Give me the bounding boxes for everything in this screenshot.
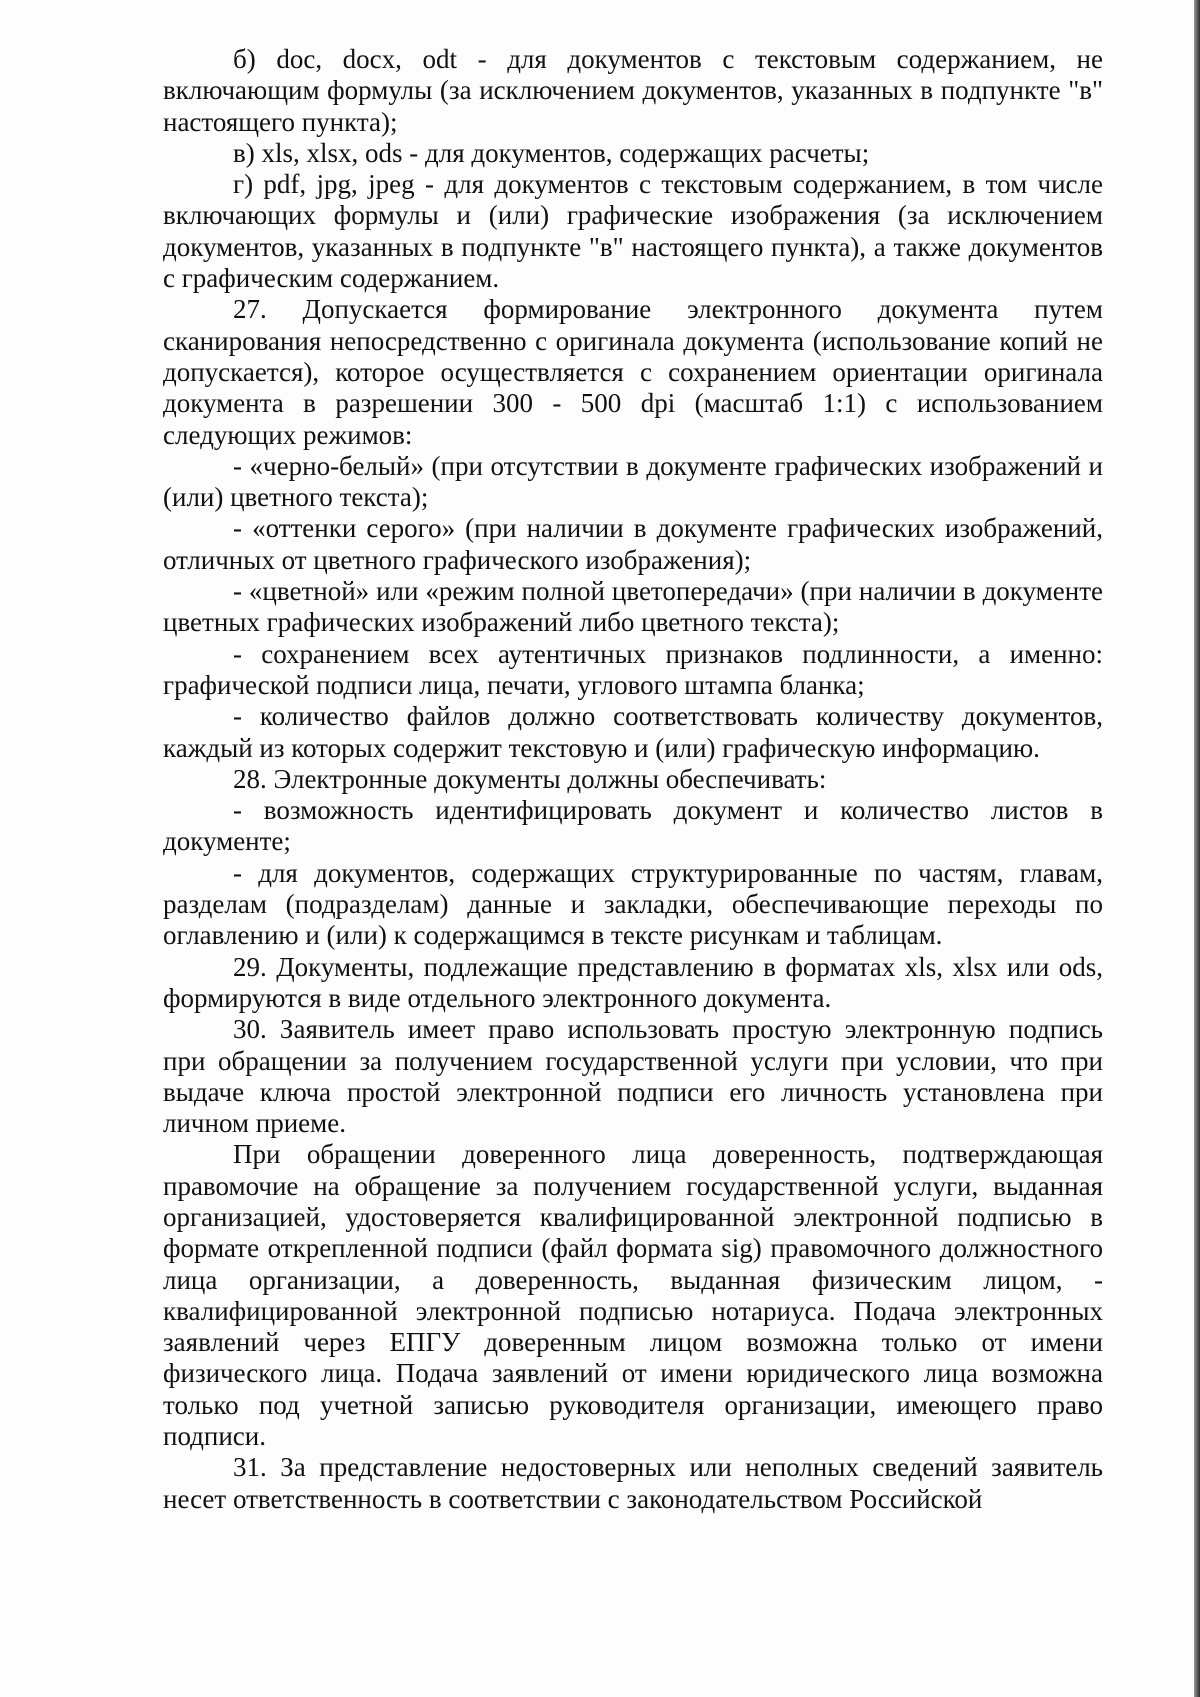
list-item-structured-documents: - для документов, содержащих структурированные по частям, главам, разделам (подразделам) данные и закладки, обеспечивающие переходы по оглавлению и (или) к содержащимся в тексте рисункам и таблицам.: [163, 857, 1103, 951]
list-item-grayscale: - «оттенки серого» (при наличии в документе графических изображений, отличных от цветного графического изображения);: [163, 513, 1103, 575]
scan-edge-shadow: [1194, 0, 1200, 1697]
list-item-file-count: - количество файлов должно соответствовать количеству документов, каждый из которых содержит текстовую и (или) графическую информацию.: [163, 701, 1103, 763]
list-item-identify-document: - возможность идентифицировать документ и количество листов в документе;: [163, 795, 1103, 857]
paragraph-30: 30. Заявитель имеет право использовать простую электронную подпись при обращении за получением государственной услуги при условии, что при выдаче ключа простой электронной подписи его личность установлена при личном приеме.: [163, 1014, 1103, 1139]
paragraph-v-xls-formats: в) xls, xlsx, ods - для документов, содержащих расчеты;: [233, 137, 870, 168]
paragraph-28: 28. Электронные документы должны обеспечивать:: [233, 763, 827, 794]
list-item-color: - «цветной» или «режим полной цветопередачи» (при наличии в документе цветных графических изображений либо цветного текста);: [163, 576, 1103, 638]
paragraph-27: 27. Допускается формирование электронного документа путем сканирования непосредственно с оригинала документа (использование копий не допускается), которое осуществляется с сохранением ориентации оригинала документа в разрешении 300 - 500 dpi (масштаб 1:1) с использованием следующих режимов:: [163, 294, 1103, 450]
paragraph-b-doc-formats: б) doc, docx, odt - для документов с текстовым содержанием, не включающим формулы (за исключением документов, указанных в подпункте "в" настоящего пункта);: [163, 44, 1103, 137]
document-body: [163, 44, 1103, 1515]
list-item-black-white: - «черно-белый» (при отсутствии в документе графических изображений и (или) цветного текста);: [163, 450, 1103, 513]
paragraph-29: 29. Документы, подлежащие представлению в форматах xls, xlsx или ods, формируются в виде отдельного электронного документа.: [163, 951, 1103, 1013]
paragraph-31: 31. За представление недостоверных или неполных сведений заявитель несет ответственность в соответствии с законодательством Российской: [163, 1452, 1103, 1514]
list-item-authenticity: - сохранением всех аутентичных признаков подлинности, а именно: графической подписи лица, печати, углового штампа бланка;: [163, 638, 1103, 700]
paragraph-g-pdf-formats: г) pdf, jpg, jpeg - для документов с текстовым содержанием, в том числе включающих формулы и (или) графические изображения (за исключением документов, указанных в подпункте "в" настоящего пункта), а также документов с графическим содержанием.: [163, 169, 1103, 294]
paragraph-proxy: При обращении доверенного лица доверенность, подтверждающая правомочие на обращение за получением государственной услуги, выданная организацией, удостоверяется квалифицированной электронной подписью в формате открепленной подписи (файл формата sig) правомочного должностного лица организации, а доверенность, выданная физическим лицом, - квалифицированной электронной подписью нотариуса. Подача электронных заявлений через ЕПГУ доверенным лицом возможна только от имени физического лица. Подача заявлений от имени юридического лица возможна только под учетной записью руководителя организации, имеющего право подписи.: [163, 1139, 1103, 1452]
